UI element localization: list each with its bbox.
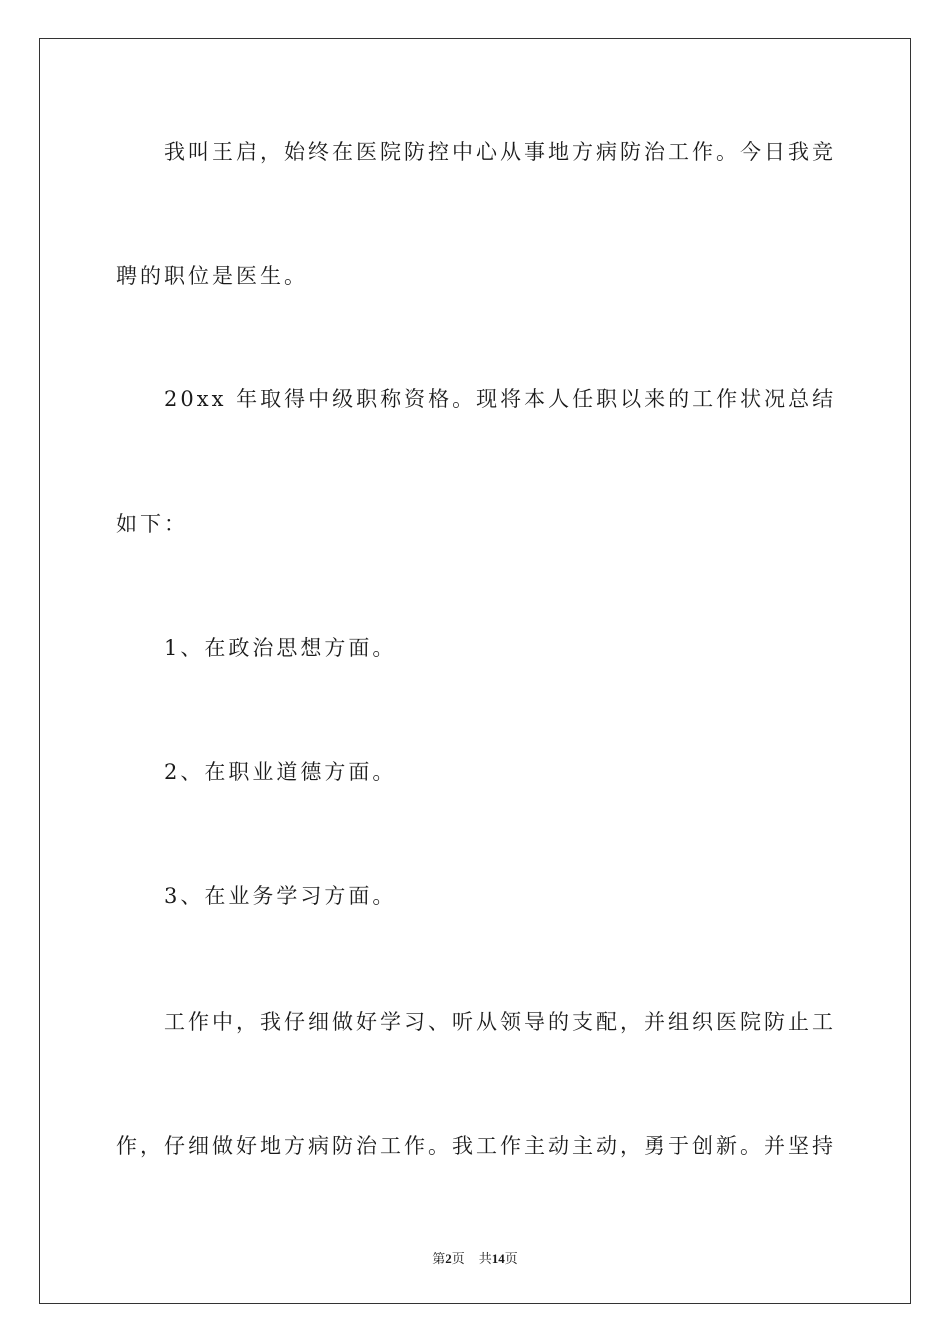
total-suffix: 页 xyxy=(504,1251,518,1266)
page-suffix: 页 xyxy=(451,1251,465,1266)
paragraph-line: 如下： xyxy=(116,512,188,536)
list-item: 1、在政治思想方面。 xyxy=(164,636,397,660)
paragraph-line: 工作中，我仔细做好学习、听从领导的支配，并组织医院防止工 xyxy=(164,1010,836,1034)
page-border xyxy=(39,38,911,1304)
page-number: 2 xyxy=(445,1251,452,1266)
paragraph-line: 我叫王启，始终在医院防控中心从事地方病防治工作。今日我竞 xyxy=(164,140,836,164)
list-item: 3、在业务学习方面。 xyxy=(164,884,397,908)
total-pages: 14 xyxy=(491,1251,505,1266)
page-footer xyxy=(0,1250,950,1268)
total-prefix: 共 xyxy=(478,1251,492,1266)
paragraph-line: 聘的职位是医生。 xyxy=(116,264,308,288)
paragraph-line: 20xx 年取得中级职称资格。现将本人任职以来的工作状况总结 xyxy=(164,387,837,411)
paragraph-line: 作，仔细做好地方病防治工作。我工作主动主动，勇于创新。并坚持 xyxy=(116,1134,836,1158)
list-item: 2、在职业道德方面。 xyxy=(164,760,397,784)
page-prefix: 第 xyxy=(432,1251,446,1266)
